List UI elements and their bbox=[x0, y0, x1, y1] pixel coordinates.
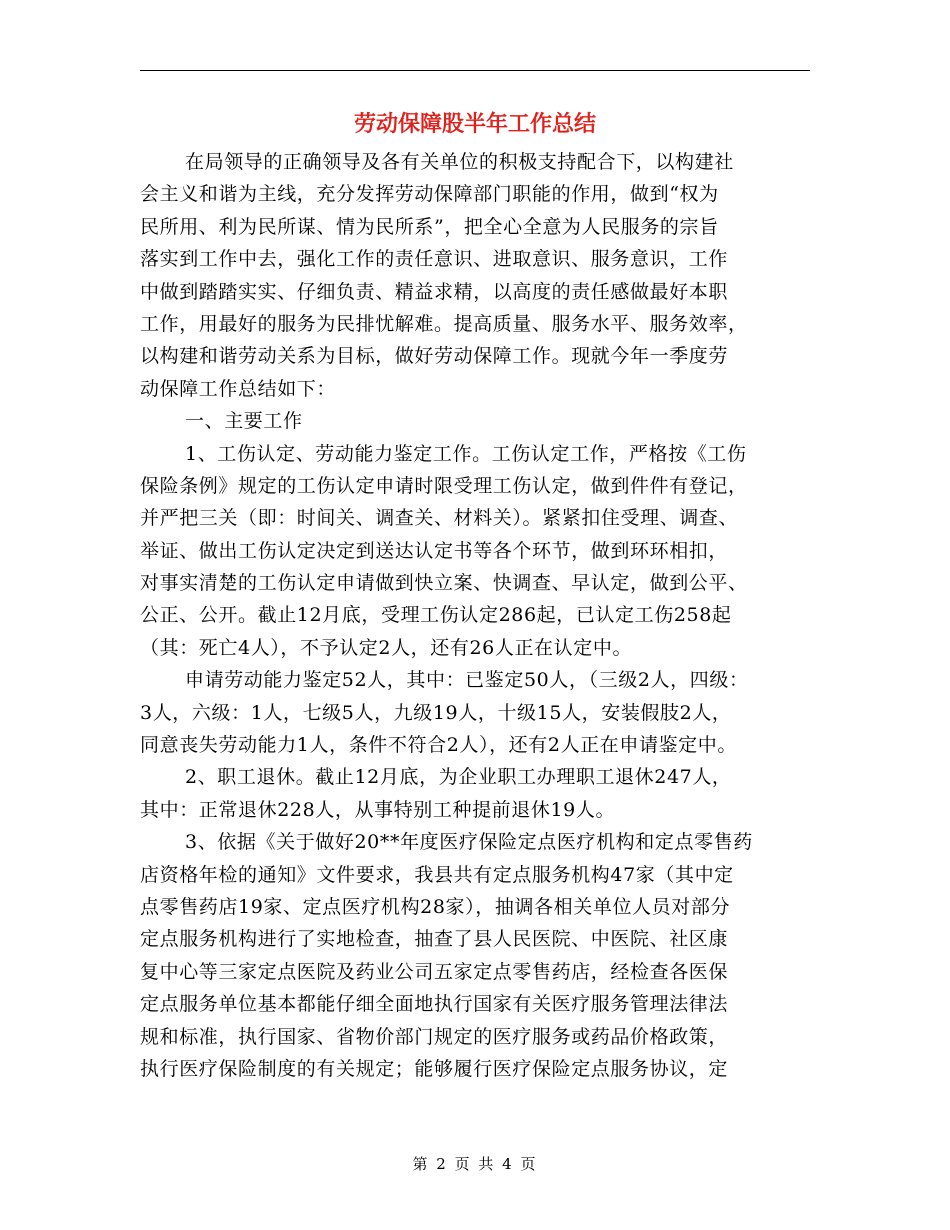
body-line: 动保障工作总结如下： bbox=[140, 377, 337, 400]
body-line: 点零售药店19家、定点医疗机构28家），抽调各相关单位人员对部分 bbox=[140, 895, 731, 918]
body-line: 并严把三关（即：时间关、调查关、材料关）。紧紧扣住受理、调查、 bbox=[140, 507, 739, 530]
body-line: 公正、公开。截止12月底，受理工伤认定286起，已认定工伤258起 bbox=[140, 604, 732, 627]
body-line: 3人，六级：1人，七级5人，九级19人，十级15人，安装假肢2人， bbox=[140, 701, 732, 724]
body-line: 民所用、利为民所谋、情为民所系”，把全心全意为人民服务的宗旨 bbox=[140, 215, 719, 238]
body-line: 申请劳动能力鉴定52人，其中：已鉴定50人，（三级2人，四级： bbox=[185, 669, 749, 692]
body-line: 定点服务机构进行了实地检查，抽查了县人民医院、中医院、社区康 bbox=[140, 928, 729, 951]
body-line: 会主义和谐为主线，充分发挥劳动保障部门职能的作用，做到“权为 bbox=[140, 183, 719, 206]
body-line: 中做到踏踏实实、仔细负责、精益求精，以高度的责任感做最好本职 bbox=[140, 280, 729, 303]
body-line: 规和标准，执行国家、省物价部门规定的医疗服务或药品价格政策， bbox=[140, 1025, 729, 1048]
body-line: 3、依据《关于做好20**年度医疗保险定点医疗机构和定点零售药 bbox=[185, 831, 753, 854]
body-line: 其中：正常退休228人，从事特别工种提前退休19人。 bbox=[140, 798, 616, 821]
body-line: 落实到工作中去，强化工作的责任意识、进取意识、服务意识，工作 bbox=[140, 248, 729, 271]
body-line: 在局领导的正确领导及各有关单位的积极支持配合下，以构建社 bbox=[185, 151, 734, 173]
body-line: 同意丧失劳动能力1人，条件不符合2人），还有2人正在申请鉴定中。 bbox=[140, 734, 737, 757]
body-line: 复中心等三家定点医院及药业公司五家定点零售药店，经检查各医保 bbox=[140, 960, 729, 983]
body-line: 店资格年检的通知》文件要求，我县共有定点服务机构47家（其中定 bbox=[140, 863, 734, 886]
body-line: 工作，用最好的服务为民排忧解难。提高质量、服务水平、服务效率， bbox=[140, 312, 748, 335]
body-line: 1、工伤认定、劳动能力鉴定工作。工伤认定工作，严格按《工伤 bbox=[185, 442, 747, 465]
section-heading: 一、主要工作 bbox=[185, 410, 303, 433]
document-title: 劳动保障股半年工作总结 bbox=[353, 112, 596, 137]
body-line: 定点服务单位基本都能仔细全面地执行国家有关医疗服务管理法律法 bbox=[140, 993, 729, 1016]
document-body bbox=[140, 146, 810, 1085]
body-line: 举证、做出工伤认定决定到送达认定书等各个环节，做到环环相扣， bbox=[140, 539, 729, 562]
header-rule bbox=[140, 70, 810, 71]
body-line: （其：死亡4人），不予认定2人，还有26人正在认定中。 bbox=[140, 636, 633, 659]
page-number: 第 2 页 共 4 页 bbox=[412, 1155, 538, 1173]
body-line: 以构建和谐劳动关系为目标，做好劳动保障工作。现就今年一季度劳 bbox=[140, 345, 729, 368]
body-line: 保险条例》规定的工伤认定申请时限受理工伤认定，做到件件有登记， bbox=[140, 474, 748, 497]
body-line: 2、职工退休。截止12月底，为企业职工办理职工退休247人， bbox=[185, 766, 732, 789]
body-line: 执行医疗保险制度的有关规定；能够履行医疗保险定点服务协议，定 bbox=[140, 1057, 729, 1080]
body-line: 对事实清楚的工伤认定申请做到快立案、快调查、早认定，做到公平、 bbox=[140, 572, 748, 595]
